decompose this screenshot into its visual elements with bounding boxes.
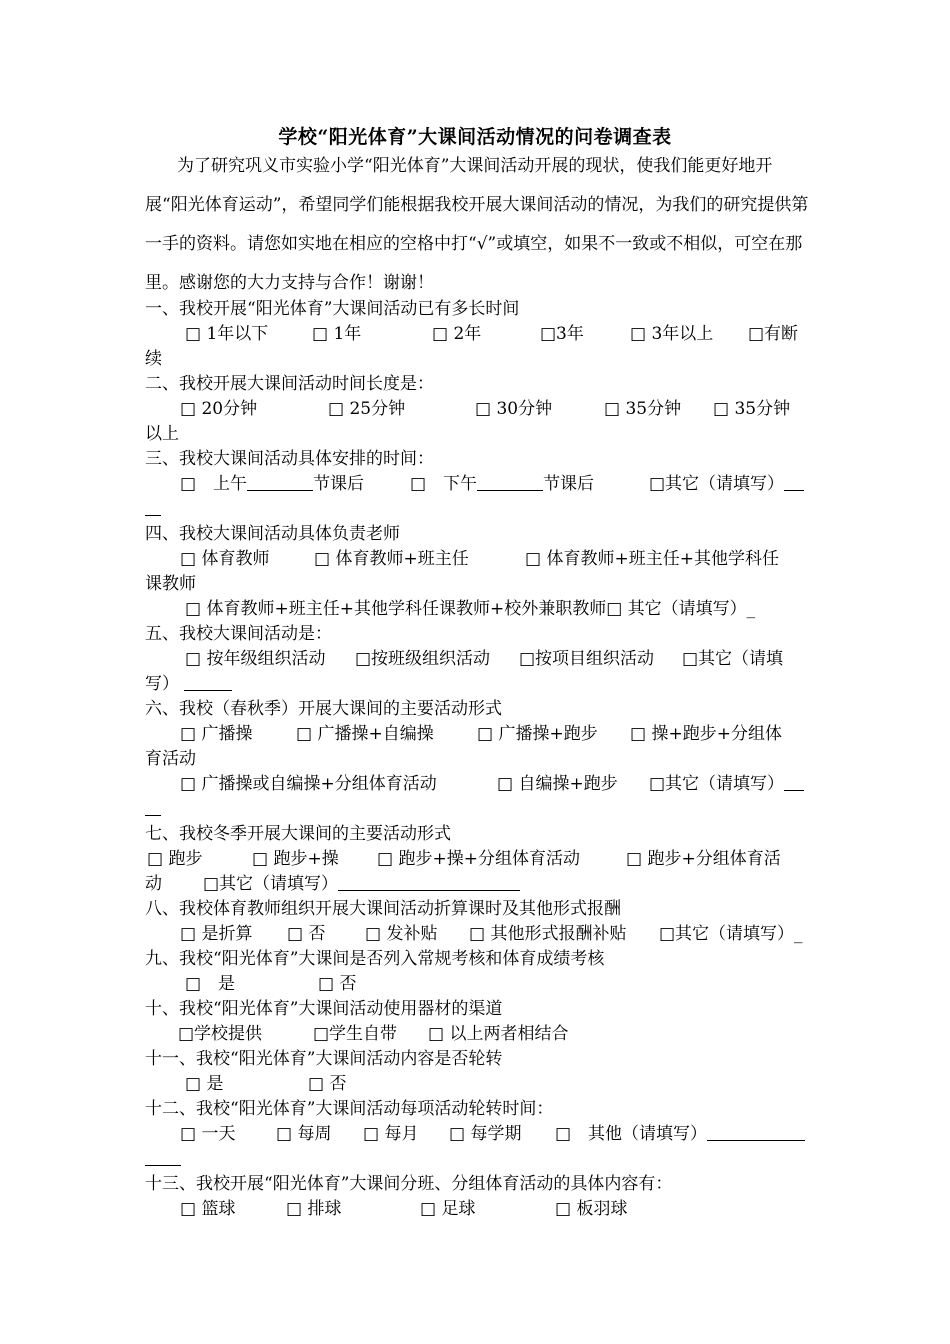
q12-other-label: □ 其他（请填写） [555, 1124, 708, 1144]
question-6: 六、我校（春秋季）开展大课间的主要活动形式 [145, 699, 502, 719]
q3-option-morning[interactable] [180, 472, 364, 496]
q4-option-2[interactable]: □ 体育教师+班主任 [314, 549, 469, 569]
question-7: 七、我校冬季开展大课间的主要活动形式 [145, 824, 451, 844]
q13-option-1[interactable]: □ 篮球 [180, 1199, 236, 1219]
q6-option-1[interactable]: □ 广播操 [180, 724, 253, 744]
q3-option-afternoon[interactable] [410, 472, 594, 496]
question-5: 五、我校大课间活动是： [145, 624, 332, 644]
q5-option-2[interactable]: □按班级组织活动 [355, 649, 491, 669]
q3-other-blank-wrap[interactable] [145, 497, 161, 521]
q6-option-2[interactable]: □ 广播操+自编操 [296, 724, 434, 744]
q11-option-yes[interactable]: □ 是 [185, 1074, 224, 1094]
q4-option-4[interactable]: □ 体育教师+班主任+其他学科任课教师+校外兼职教师□ 其它（请填写）_ [185, 599, 756, 619]
intro-paragraph [145, 147, 810, 303]
q1-option-5[interactable]: □ 3年以上 [630, 324, 714, 344]
q10-option-2[interactable]: □学生自带 [313, 1024, 398, 1044]
q7-other-blank[interactable] [338, 873, 520, 891]
q5-option-4[interactable]: □其它（请填 [682, 649, 784, 669]
q2-option-5[interactable]: □ 35分钟 [713, 399, 791, 419]
q5-other-blank[interactable] [184, 673, 232, 691]
question-10: 十、我校“阳光体育”大课间活动使用器材的渠道 [145, 999, 503, 1019]
q7-option-1[interactable]: □ 跑步 [147, 849, 203, 869]
q12-option-5[interactable] [555, 1122, 805, 1146]
q12-option-3[interactable]: □ 每月 [363, 1124, 419, 1144]
q2-option-3[interactable]: □ 30分钟 [475, 399, 553, 419]
question-12: 十二、我校“阳光体育”大课间活动每项活动轮转时间： [145, 1099, 554, 1119]
q1-option-1[interactable]: □ 1年以下 [185, 324, 269, 344]
q3-morning-suffix: 节课后 [313, 474, 365, 494]
q6-option-5[interactable]: □ 广播操或自编操+分组体育活动 [180, 774, 437, 794]
q1-option-3[interactable]: □ 2年 [432, 324, 482, 344]
q5-wrap-text: 写） [145, 674, 179, 694]
q6-other-blank[interactable] [784, 773, 804, 791]
q2-wrap: 以上 [145, 424, 179, 444]
page-title: 学校“阳光体育”大课间活动情况的问卷调查表 [278, 126, 672, 148]
q5-option-3[interactable]: □按项目组织活动 [519, 649, 655, 669]
q12-other-blank[interactable] [707, 1123, 805, 1141]
q5-option-1[interactable]: □ 按年级组织活动 [185, 649, 326, 669]
q1-wrap: 续 [145, 349, 162, 369]
q6-other-label: □其它（请填写） [649, 774, 785, 794]
question-8: 八、我校体育教师组织开展大课间活动折算课时及其他形式报酬 [145, 899, 621, 919]
q6-option-4[interactable]: □ 操+跑步+分组体 [630, 724, 782, 744]
q3-afternoon-blank[interactable] [477, 473, 543, 491]
question-9: 九、我校“阳光体育”大课间是否列入常规考核和体育成绩考核 [145, 949, 605, 969]
q2-option-4[interactable]: □ 35分钟 [604, 399, 682, 419]
q7-other-label: □其它（请填写） [203, 874, 339, 894]
q7-option-5[interactable] [203, 872, 520, 896]
q6-other-blank-wrap[interactable] [145, 797, 161, 821]
q8-option-5[interactable]: □其它（请填写）_ [659, 924, 803, 944]
q13-option-2[interactable]: □ 排球 [286, 1199, 342, 1219]
q4-option-1[interactable]: □ 体育教师 [180, 549, 270, 569]
q3-other-label: □其它（请填写） [649, 474, 785, 494]
q6-wrap: 育活动 [145, 749, 196, 769]
q3-afternoon-suffix: 节课后 [543, 474, 595, 494]
q2-option-2[interactable]: □ 25分钟 [328, 399, 406, 419]
q10-option-3[interactable]: □ 以上两者相结合 [428, 1024, 569, 1044]
q7-option-2[interactable]: □ 跑步+操 [252, 849, 339, 869]
q2-option-1[interactable]: □ 20分钟 [180, 399, 258, 419]
question-1: 一、我校开展“阳光体育”大课间活动已有多长时间 [145, 299, 520, 319]
intro-text: 为了研究巩义市实验小学“阳光体育”大课间活动开展的现状，使我们能更好地开展“阳光体育运动”，希望同学们能根据我校开展大课间活动的情况，为我们的研究提供第一手的资料。请您如实地在相应的空格中打“√”或填空，如果不一致或不相似，可空在那里。感谢您的大力支持与合作！谢谢！ [145, 156, 809, 293]
q11-option-no[interactable]: □ 否 [308, 1074, 347, 1094]
q10-option-1[interactable]: □学校提供 [178, 1024, 263, 1044]
q4-wrap: 课教师 [145, 574, 196, 594]
q3-option-other[interactable] [649, 472, 804, 496]
q12-option-1[interactable]: □ 一天 [180, 1124, 236, 1144]
question-3: 三、我校大课间活动具体安排的时间： [145, 449, 434, 469]
question-13: 十三、我校开展“阳光体育”大课间分班、分组体育活动的具体内容有： [145, 1174, 673, 1194]
q3-afternoon-label: □ 下午 [410, 474, 478, 494]
q13-option-3[interactable]: □ 足球 [420, 1199, 476, 1219]
q6-option-3[interactable]: □ 广播操+跑步 [477, 724, 598, 744]
question-4: 四、我校大课间活动具体负责老师 [145, 524, 400, 544]
q3-morning-label: □ 上午 [180, 474, 248, 494]
q7-wrap: 动 [145, 874, 162, 894]
q3-other-blank[interactable] [784, 473, 804, 491]
q8-option-4[interactable]: □ 其他形式报酬补贴 [469, 924, 627, 944]
q5-wrap[interactable] [145, 672, 232, 696]
q9-option-no[interactable]: □ 否 [318, 974, 357, 994]
q12-other-blank-wrap[interactable] [145, 1147, 181, 1171]
question-2: 二、我校开展大课间活动时间长度是： [145, 374, 434, 394]
q4-option-3[interactable]: □ 体育教师+班主任+其他学科任 [525, 549, 779, 569]
q6-option-7[interactable] [649, 772, 804, 796]
q8-option-3[interactable]: □ 发补贴 [365, 924, 438, 944]
q8-option-2[interactable]: □ 否 [287, 924, 326, 944]
q12-option-2[interactable]: □ 每周 [276, 1124, 332, 1144]
q3-morning-blank[interactable] [247, 473, 313, 491]
q1-option-2[interactable]: □ 1年 [312, 324, 362, 344]
q7-option-3[interactable]: □ 跑步+操+分组体育活动 [377, 849, 580, 869]
q13-option-4[interactable]: □ 板羽球 [555, 1199, 628, 1219]
q1-option-4[interactable]: □3年 [540, 324, 584, 344]
q8-option-1[interactable]: □ 是折算 [180, 924, 253, 944]
question-11: 十一、我校“阳光体育”大课间活动内容是否轮转 [145, 1049, 503, 1069]
q7-option-4[interactable]: □ 跑步+分组体育活 [626, 849, 781, 869]
q1-option-6[interactable]: □有断 [748, 324, 799, 344]
q12-option-4[interactable]: □ 每学期 [449, 1124, 522, 1144]
q9-option-yes[interactable]: □ 是 [185, 974, 236, 994]
q6-option-6[interactable]: □ 自编操+跑步 [497, 774, 618, 794]
